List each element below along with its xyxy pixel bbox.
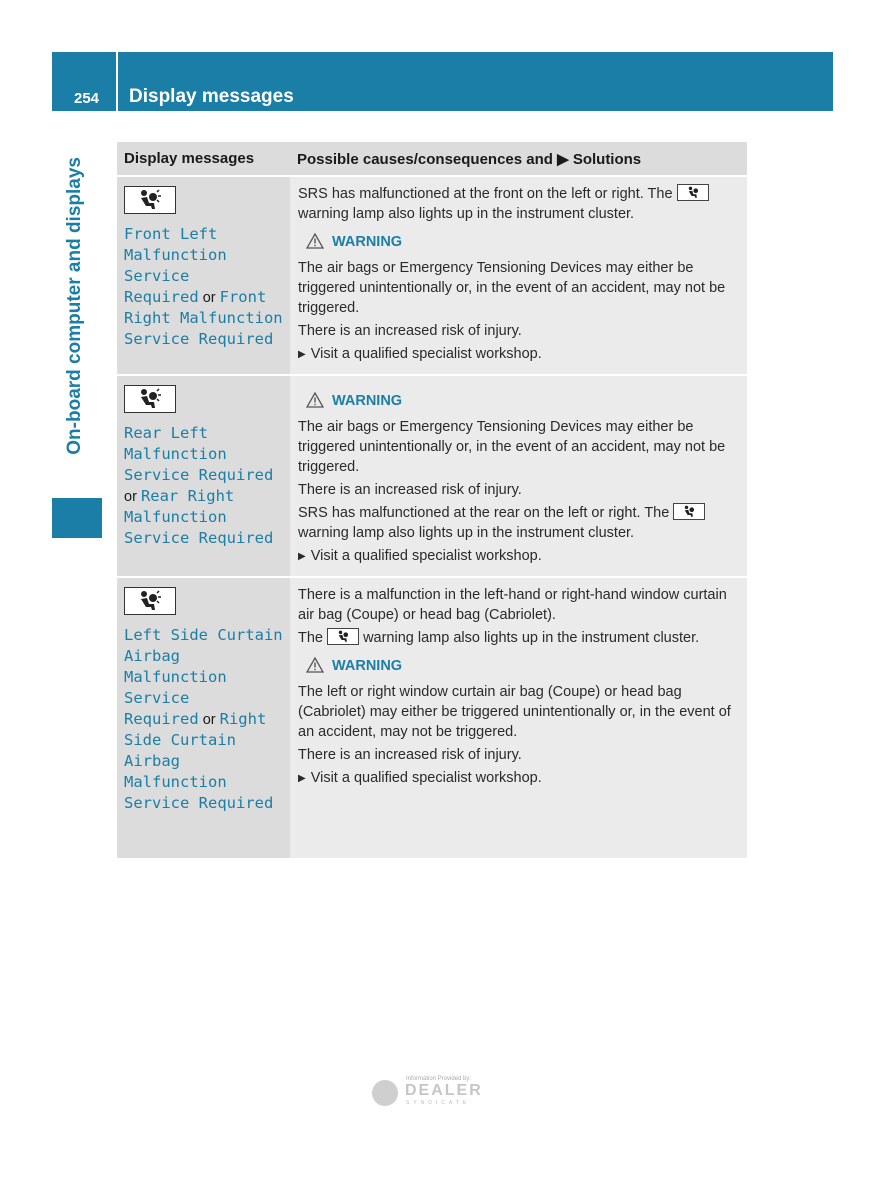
airbag-warning-icon	[124, 587, 176, 615]
cause-text: There is a malfunction in the left-hand or right-hand window curtain air bag (Coupe) or head bag (Cabriolet).	[298, 587, 727, 623]
or-label: or	[124, 489, 137, 505]
display-message-cell	[117, 375, 290, 577]
warning-heading	[306, 232, 740, 252]
table-row	[117, 176, 747, 375]
dealer-watermark	[372, 1074, 507, 1114]
cause-text	[298, 184, 740, 224]
side-tab-label: On-board computer and displays	[64, 157, 85, 455]
warning-triangle-icon	[306, 233, 324, 249]
warning-heading	[306, 656, 740, 676]
warning-heading	[306, 391, 740, 411]
watermark-sub-text: SYNDICATE	[406, 1100, 471, 1106]
airbag-warning-icon	[677, 184, 709, 201]
warning-text: The air bags or Emergency Tensioning Devices may either be triggered unintentionally or, in the event of an accident, may not be triggered.	[298, 419, 726, 475]
warning-label: WARNING	[332, 393, 403, 409]
page-number-box	[52, 52, 116, 111]
col-header-causes-solutions: Possible causes/consequences and ▶ Solutions	[290, 142, 747, 176]
side-tab-block	[52, 498, 102, 538]
cause-text	[298, 503, 740, 543]
warning-text: The left or right window curtain air bag (Coupe) or head bag (Cabriolet) may either be triggered unintentionally or, in the event of an accident, may not be triggered.	[298, 684, 731, 740]
message-text-b: Right Side Curtain Airbag Malfunction Service Required	[124, 710, 274, 812]
causes-cell	[290, 577, 747, 858]
header-title-box	[118, 52, 833, 111]
watermark-small-text: Information Provided by:	[406, 1076, 472, 1082]
risk-text: There is an increased risk of injury.	[298, 747, 522, 763]
table-header-row	[117, 142, 747, 176]
message-text-b: Rear Right Malfunction Service Required	[124, 487, 274, 547]
message-text-a: Front Left Malfunction Service Required	[124, 225, 227, 306]
display-message-cell	[117, 176, 290, 375]
warning-label: WARNING	[332, 234, 403, 250]
cause-text-a: SRS has malfunctioned at the front on the left or right. The	[298, 186, 673, 202]
table-row	[117, 577, 747, 858]
display-message-cell	[117, 577, 290, 858]
or-label: or	[202, 290, 216, 306]
message-text-a: Rear Left Malfunction Service Required	[124, 424, 274, 484]
page-number: 254	[74, 90, 100, 107]
causes-cell	[290, 176, 747, 375]
warning-triangle-icon	[306, 392, 324, 408]
cause-text-b: warning lamp also lights up in the instrument cluster.	[298, 206, 635, 222]
warning-text: The air bags or Emergency Tensioning Devices may either be triggered unintentionally or, in the event of an accident, may not be triggered.	[298, 260, 726, 316]
cause-text-b: warning lamp also lights up in the instrument cluster.	[298, 525, 635, 541]
page-header	[52, 52, 833, 111]
page-title: Display messages	[129, 86, 294, 107]
display-messages-table	[117, 142, 747, 858]
action-text: ▶ Visit a qualified specialist workshop.	[298, 344, 740, 365]
watermark-logo	[372, 1080, 398, 1106]
airbag-warning-icon	[124, 186, 176, 214]
message-text-a: Left Side Curtain Airbag Malfunction Service Required	[124, 626, 283, 728]
action-text: ▶ Visit a qualified specialist workshop.	[298, 768, 740, 789]
warning-triangle-icon	[306, 657, 324, 673]
airbag-warning-icon	[124, 385, 176, 413]
table-row	[117, 375, 747, 577]
airbag-warning-icon	[327, 628, 359, 645]
watermark-big-text: DEALER	[405, 1082, 483, 1099]
col-header-display-messages: Display messages	[117, 142, 290, 176]
cause-text-a: SRS has malfunctioned at the rear on the left or right. The	[298, 505, 670, 521]
message-text-b: Front Right Malfunction Service Required	[124, 288, 283, 348]
side-tab	[52, 112, 102, 538]
lamp-text-a: The	[298, 630, 323, 646]
risk-text: There is an increased risk of injury.	[298, 323, 522, 339]
causes-cell	[290, 375, 747, 577]
lamp-text	[298, 628, 740, 648]
airbag-warning-icon	[673, 503, 705, 520]
warning-label: WARNING	[332, 658, 403, 674]
action-text: ▶ Visit a qualified specialist workshop.	[298, 546, 740, 567]
lamp-text-b: warning lamp also lights up in the instrument cluster.	[363, 630, 700, 646]
risk-text: There is an increased risk of injury.	[298, 482, 522, 498]
or-label: or	[202, 712, 216, 728]
